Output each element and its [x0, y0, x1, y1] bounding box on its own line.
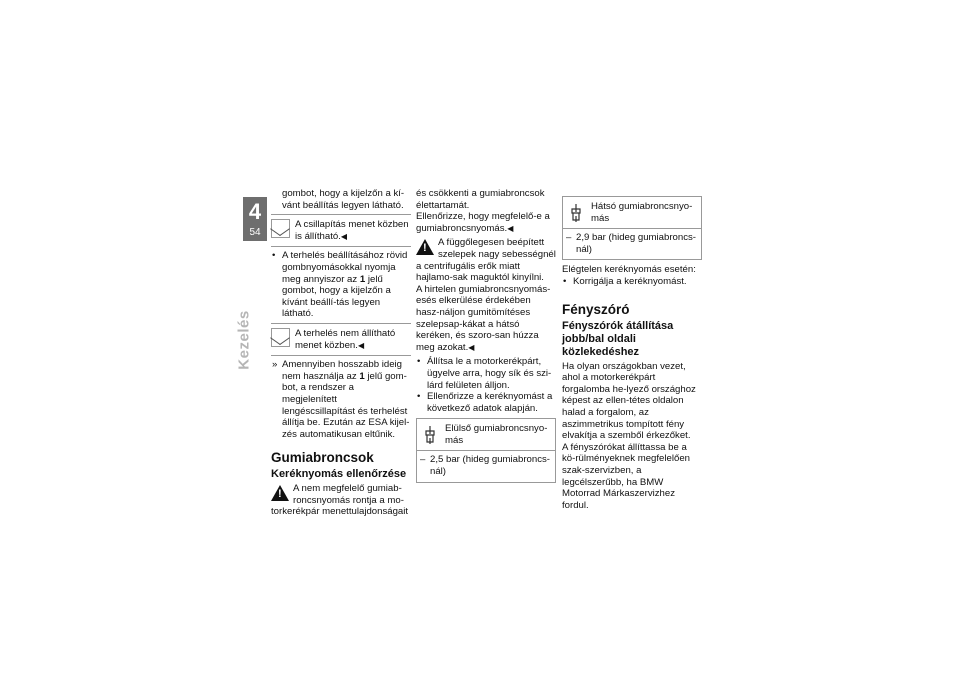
side-label [232, 300, 256, 380]
paragraph: Elégtelen keréknyomás esetén: [562, 264, 696, 276]
paragraph: A fényszórókat állíttassa be a kö-rülményeknek megfelelően szak-szervizben, a legcélszerűbb, ha BMW Motorrad Márkaszervizhez fordul. [562, 441, 690, 511]
note-box [271, 214, 411, 247]
paragraph [416, 211, 556, 234]
end-marker-icon: ◀ [340, 231, 348, 241]
step-text: Amennyiben hosszabb ideig nem használja az [282, 359, 403, 382]
spec-title: Hátsó gumiabroncsnyo-más [591, 201, 693, 224]
note-icon [271, 219, 290, 238]
end-marker-icon: ◀ [507, 223, 514, 233]
column-3 [562, 188, 702, 511]
note-icon [271, 328, 290, 347]
step-item [271, 359, 411, 440]
tire-pressure-icon [569, 203, 583, 223]
list-item-text: A terhelés beállításához rövid gombnyomásokkal nyomja meg annyiszor az [282, 250, 408, 285]
spec-table-value-row [417, 451, 555, 481]
column-1 [271, 188, 411, 518]
list-item [271, 250, 411, 320]
subsection-heading: Fényszórók átállítása jobb/bal oldali közlekedéshez [562, 319, 674, 358]
list-item: • Ellenőrizze a keréknyomást a következő adatok alapján. [416, 391, 556, 414]
chapter-number: 4 [248, 199, 262, 224]
section-heading: Fényszóró [562, 301, 630, 317]
paragraph: Ha olyan országokban vezet, ahol a motorkerékpárt forgalomba he-lyező országhoz képest az ellen-tétes oldalon halad a forgalom, az aszimmetrikus tompított fény elvakítja a szemből érkezőket. [562, 360, 696, 442]
column-2 [416, 188, 556, 487]
spec-table-header [417, 419, 555, 451]
note-box [271, 323, 411, 356]
warning-text: A függőlegesen beépített szelepek nagy sebességnél a centrifugális erők miatt hajlamo-sak maguktól kinyílni. [416, 237, 556, 284]
list-item-text-rest: jelű gombot, hogy a kijelzőn a kívánt beállí-tás legyen látható. [282, 273, 391, 320]
step-text-rest: jelű gom-bot, a rendszer a megjelenített lengéscsillapítást és terhelést állítja be. Ezután az ESA kijel-zés automatikusan eltűnik. [282, 370, 410, 440]
note-icon-wrap [271, 328, 293, 351]
note-text-content: A terhelés nem állítható menet közben. [295, 327, 396, 351]
note-icon-wrap [271, 219, 293, 242]
warning-block [416, 237, 556, 283]
paragraph: és csökkenti a gumiabroncsok élettartamát. [416, 188, 545, 211]
note-text [295, 328, 411, 351]
end-marker-icon: ◀ [468, 342, 475, 352]
paragraph: gombot, hogy a kijelzőn a kí-vánt beállítás legyen látható. [282, 188, 405, 211]
warning-text: A nem megfelelő gumiab-roncsnyomás rontja a mo-torkerékpár menettulajdonságait [271, 483, 409, 518]
spec-title: Elülső gumiabroncsnyo-más [445, 423, 548, 446]
note-text-content: A csillapítás menet közben is állítható. [295, 219, 409, 242]
paragraph-text: A hirtelen gumiabroncsnyomás-esés elkerülése érdekében hasz-náljon gumitömítéses szelepsap-kákat a hátsó keréken, és szoro-san húzza meg azokat. [416, 283, 551, 353]
key-label: 1 [359, 273, 366, 285]
list-item: • Korrigálja a keréknyomást. [562, 276, 702, 288]
paragraph [416, 284, 556, 354]
page-number: 54 [249, 227, 261, 238]
spec-table-front [416, 418, 556, 482]
subsection-heading: Keréknyomás ellenőrzése [271, 468, 407, 481]
key-label: 1 [359, 370, 365, 382]
section-heading: Gumiabroncsok [271, 450, 374, 466]
paragraph-text: Ellenőrizze, hogy megfelelő-e a gumiabroncsnyomás. [416, 211, 550, 234]
side-label-text: Kezelés [235, 310, 253, 370]
note-text [295, 219, 411, 242]
chapter-tab [243, 197, 267, 241]
warning-block [271, 483, 411, 518]
warning-icon: ! [271, 485, 289, 501]
spec-table-rear [562, 196, 702, 260]
spec-table-value-row [563, 229, 701, 259]
end-marker-icon: ◀ [357, 340, 365, 350]
list-item: • Állítsa le a motorkerékpárt, ügyelve arra, hogy sík és szi-lárd felületen álljon. [416, 356, 556, 391]
warning-icon: ! [416, 239, 434, 255]
spec-value: – 2,9 bar (hideg gumiabroncs-nál) [566, 232, 698, 255]
tire-pressure-icon [423, 425, 437, 445]
spec-table-header [563, 197, 701, 229]
spec-value: – 2,5 bar (hideg gumiabroncs-nál) [420, 454, 552, 477]
